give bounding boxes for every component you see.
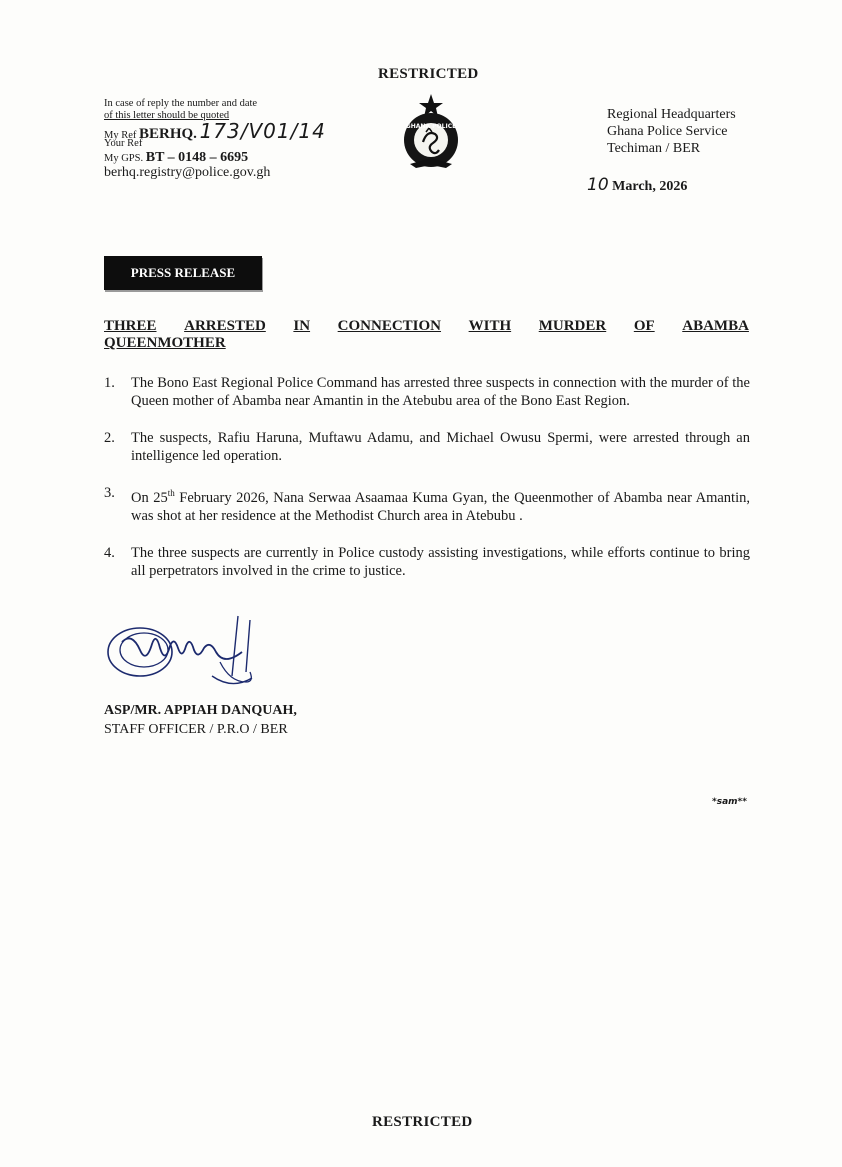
signature-image — [100, 612, 290, 702]
paragraph-3 — [104, 484, 750, 525]
my-ref-handwritten: 173/V01/14 — [199, 119, 326, 143]
address-line1: Regional Headquarters — [607, 107, 736, 122]
date-month-year: March, 2026 — [612, 179, 688, 194]
press-release-label: PRESS RELEASE — [104, 256, 262, 290]
paragraph-number: 1. — [104, 375, 115, 391]
headline-word: THREE — [104, 318, 157, 334]
hq-address — [607, 106, 736, 157]
footer-classification: RESTRICTED — [372, 1114, 473, 1130]
signatory-title: STAFF OFFICER / P.R.O / BER — [104, 722, 288, 737]
release-body — [104, 374, 750, 599]
gps-value: BT – 0148 – 6695 — [145, 150, 249, 165]
reply-note-line2: of this letter should be quoted — [104, 110, 230, 121]
reply-note-line1: In case of reply the number and date — [104, 98, 258, 109]
paragraph-text — [131, 484, 750, 525]
headline-word: WITH — [468, 318, 512, 334]
headline-word: IN — [293, 318, 311, 334]
paragraph-number: 3. — [104, 485, 115, 501]
paragraph-2 — [104, 429, 750, 465]
paragraph-text: The Bono East Regional Police Command has arrested three suspects in connection with the murder of the Queen mother of Abamba near Amantin in the Atebubu area of the Bono East Region. — [131, 375, 750, 409]
address-line2: Ghana Police Service — [607, 124, 728, 139]
gps-line — [104, 152, 394, 165]
paragraph-text-end: February 2026, Nana Serwaa Asaamaa Kuma Gyan, the Queenmother of Abamba near Amantin, was shot at her residence at the Methodist Church area in Atebubu . — [131, 489, 750, 524]
paragraph-text: The three suspects are currently in Police custody assisting investigations, while efforts continue to bring all perpetrators involved in the crime to justice. — [131, 544, 750, 579]
headline-word: ARRESTED — [184, 318, 266, 334]
letter-date — [587, 175, 687, 195]
headline-word: CONNECTION — [337, 318, 442, 334]
paragraph-4 — [104, 544, 750, 580]
paragraph-text: The suspects, Rafiu Haruna, Muftawu Adamu, and Michael Owusu Spermi, were arrested through an intelligence led operation. — [131, 430, 750, 464]
gps-label: My GPS. — [104, 153, 144, 164]
headline-line2: QUEENMOTHER — [104, 335, 226, 351]
ordinal-suffix: th — [167, 488, 175, 498]
headline-word: MURDER — [538, 318, 607, 334]
crest-text: GHANA POLICE — [405, 123, 457, 130]
headline-word: OF — [633, 318, 655, 334]
date-day-handwritten: 10 — [587, 175, 609, 195]
headline — [104, 318, 749, 352]
header-classification: RESTRICTED — [378, 66, 479, 82]
your-ref-label: Your Ref — [104, 138, 143, 149]
my-ref-label: My Ref — [104, 130, 137, 141]
typist-initials: *sam** — [712, 797, 747, 807]
headline-line1 — [104, 318, 749, 335]
my-ref-value: BERHQ. — [139, 126, 197, 142]
paragraph-number: 4. — [104, 544, 115, 561]
paragraph-number: 2. — [104, 430, 115, 446]
signatory-name: ASP/MR. APPIAH DANQUAH, — [104, 703, 297, 718]
ghana-police-crest-icon — [396, 92, 466, 170]
paragraph-text-start: On 25 — [131, 489, 168, 506]
address-line3: Techiman / BER — [607, 141, 701, 156]
reference-block — [104, 98, 394, 179]
paragraph-1 — [104, 374, 750, 410]
headline-word: ABAMBA — [682, 318, 749, 334]
email-address: berhq.registry@police.gov.gh — [104, 165, 271, 180]
